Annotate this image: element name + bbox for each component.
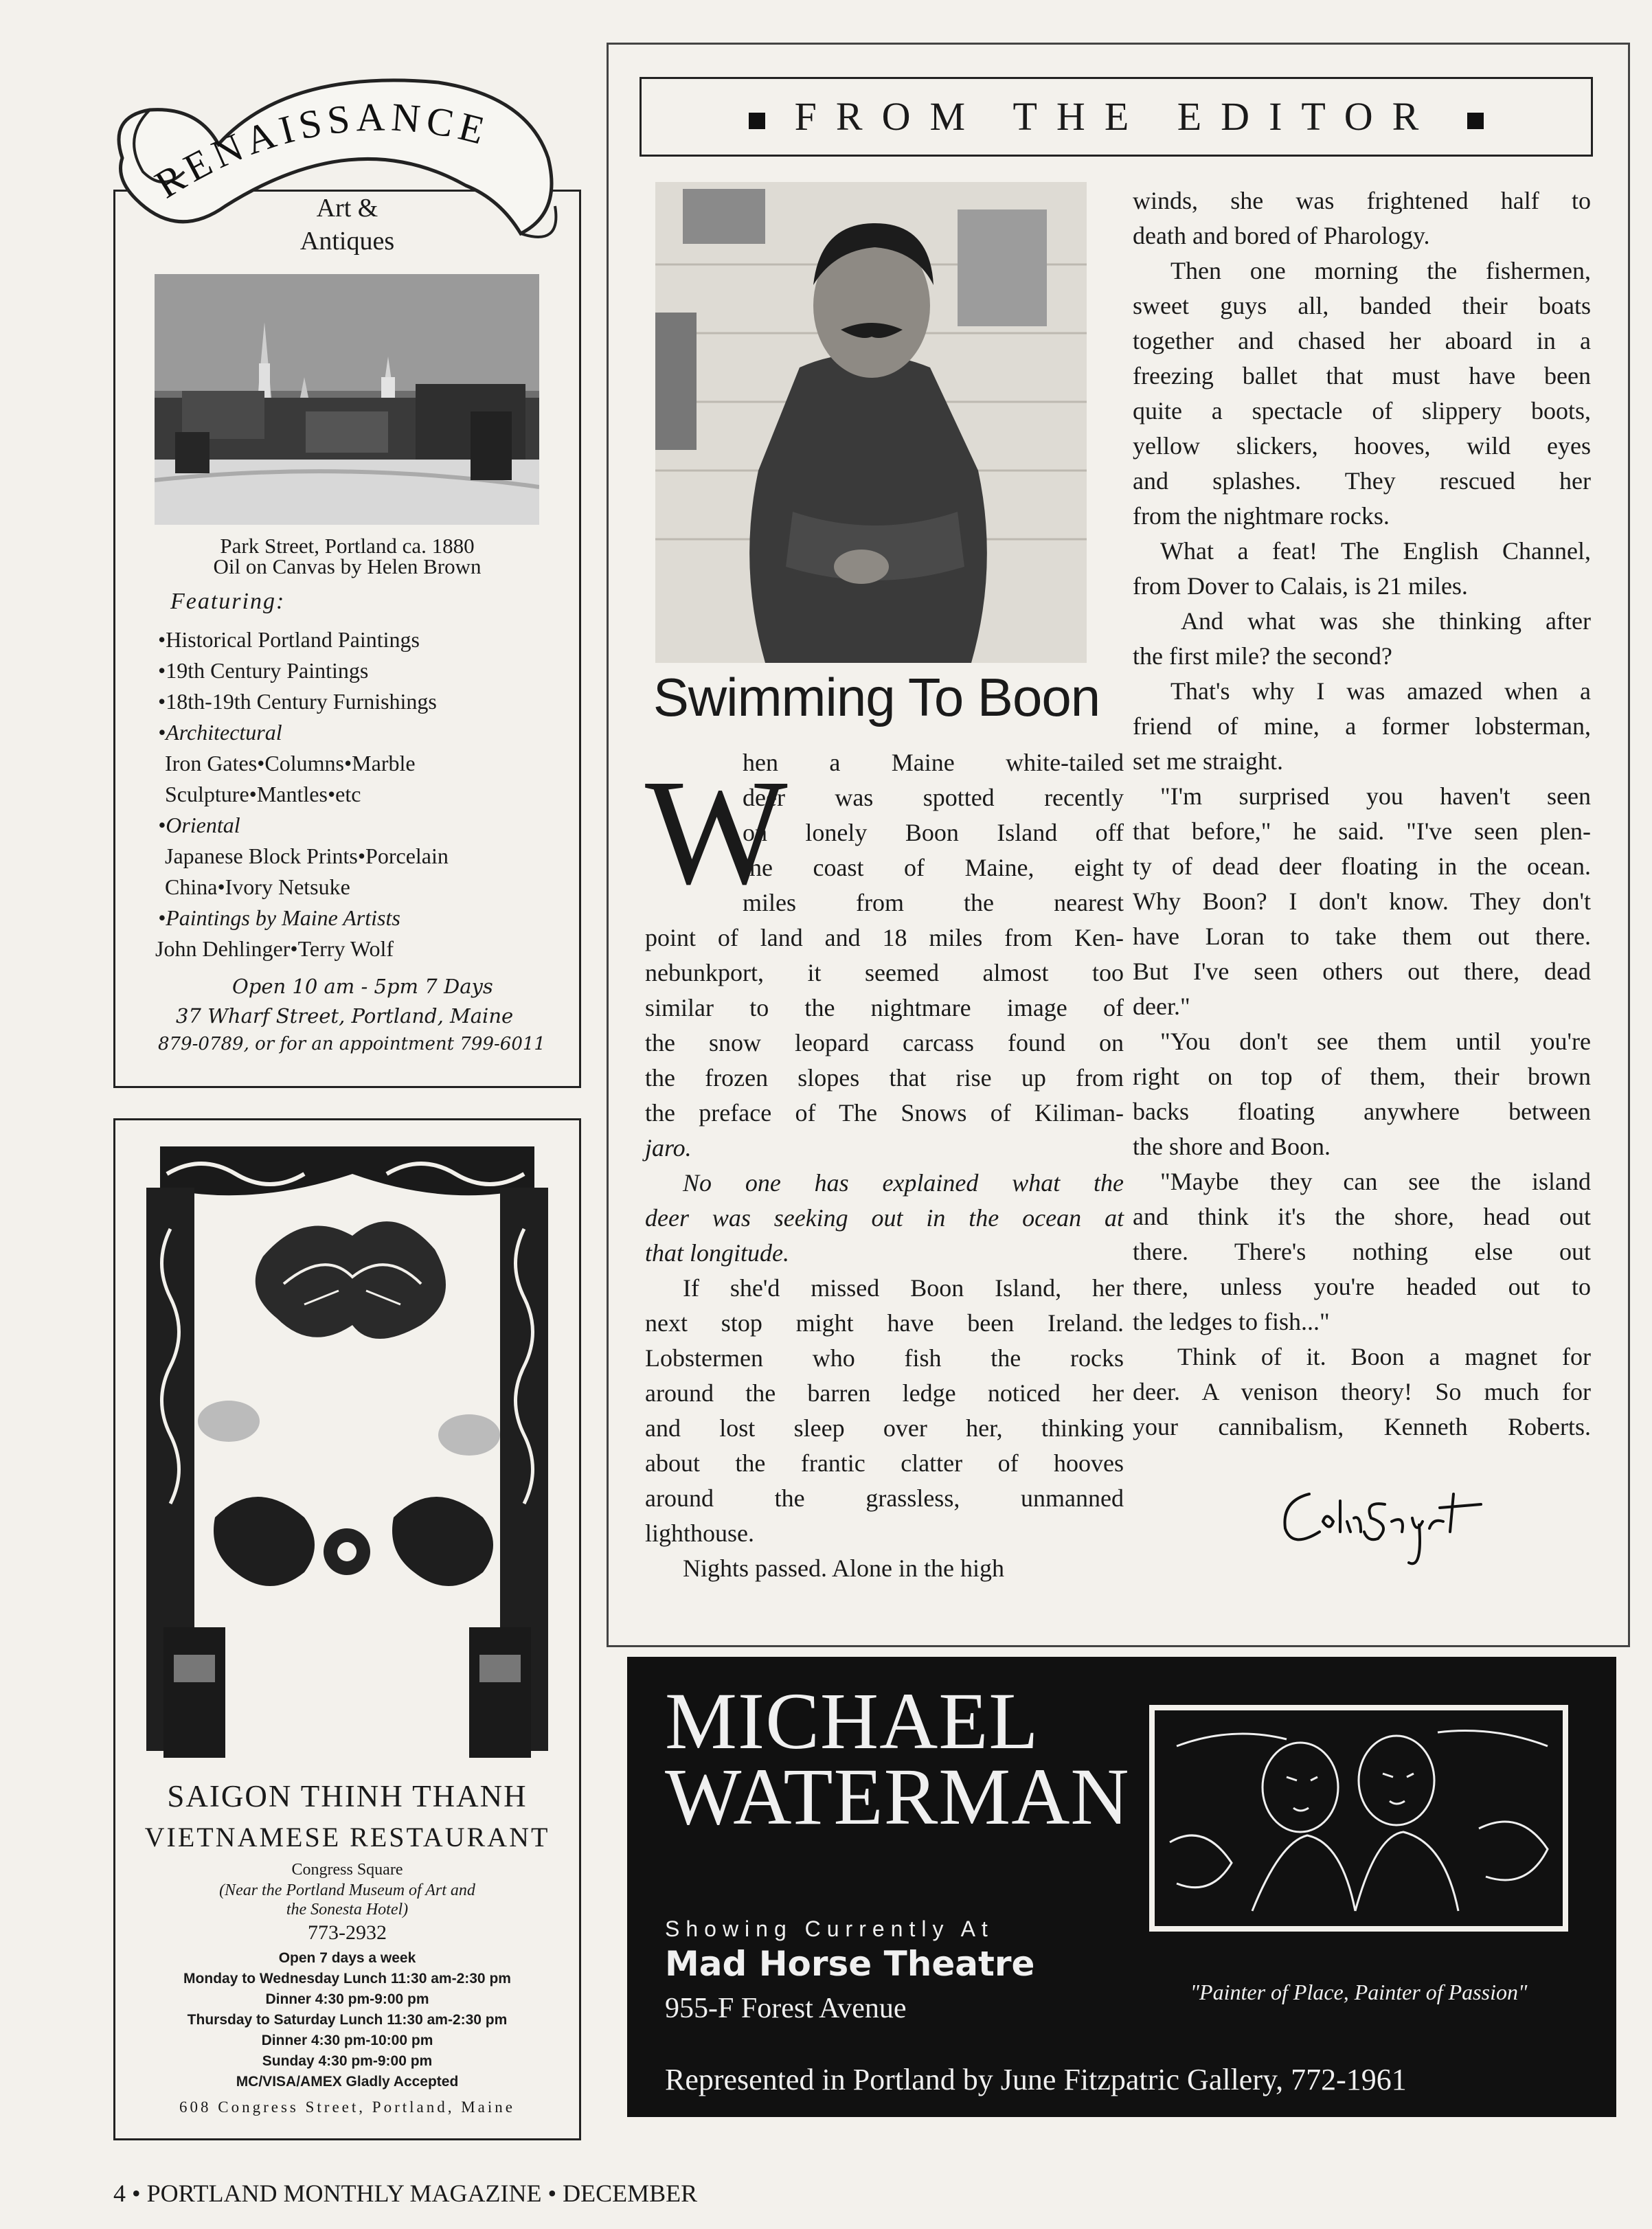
venue-address: 955-F Forest Avenue	[665, 1993, 907, 2024]
magazine-name: PORTLAND MONTHLY MAGAZINE	[146, 2180, 542, 2207]
text-line: that longitude.	[645, 1239, 789, 1267]
text-line: the frozen slopes that rise up from	[645, 1064, 1124, 1091]
waterman-painting-sketch	[1149, 1705, 1568, 1932]
dragon-phoenix-illustration	[146, 1146, 548, 1765]
text-line: deer was seeking out in the ocean at	[645, 1204, 1124, 1232]
text-line: point of land and 18 miles from Ken-	[645, 924, 1124, 951]
feature-item: •19th Century Paintings	[158, 658, 369, 683]
text-line: "I'm surprised you haven't seen	[1160, 782, 1591, 810]
featuring-label: Featuring:	[170, 589, 286, 614]
feature-item: •Historical Portland Paintings	[158, 627, 420, 652]
page-footer	[113, 2179, 697, 2208]
showing-label: Showing Currently At	[665, 1916, 994, 1941]
restaurant-location: Congress Square	[291, 1861, 403, 1879]
text-line: right on top of them, their brown	[1133, 1063, 1591, 1090]
michael-waterman-ad	[627, 1657, 1616, 2117]
text-line: yellow slickers, hooves, wild eyes	[1133, 432, 1591, 460]
hours-line: MC/VISA/AMEX Gladly Accepted	[236, 2074, 459, 2090]
feature-item: •Paintings by Maine Artists	[158, 905, 400, 930]
text-line: and think it's the shore, head out	[1133, 1203, 1591, 1230]
hours-line: Dinner 4:30 pm-9:00 pm	[265, 1991, 429, 2007]
text-line: Why Boon? I don't know. They don't	[1133, 887, 1591, 915]
footer-bullet: •	[547, 2180, 557, 2207]
text-line: If she'd missed Boon Island, her	[683, 1274, 1124, 1302]
feature-item: Japanese Block Prints•Porcelain	[165, 844, 449, 868]
article-column-1-indented	[743, 745, 1124, 920]
text-line: winds, she was frightened half to	[1133, 187, 1591, 214]
hours-line: Open 7 days a week	[278, 1950, 416, 1966]
gallery-representation: Represented in Portland by June Fitzpatric Gallery, 772-1961	[665, 2063, 1407, 2096]
text-line: about the frantic clatter of hooves	[645, 1449, 1124, 1477]
text-line: friend of mine, a former lobsterman,	[1133, 712, 1591, 740]
text-line: And what was she thinking after	[1181, 607, 1591, 635]
square-bullet-icon	[749, 113, 765, 129]
square-bullet-icon	[1467, 113, 1484, 129]
feature-item: •Architectural	[158, 720, 282, 745]
feature-item: John Dehlinger•Terry Wolf	[155, 936, 394, 961]
text-line: Nights passed. Alone in the high	[683, 1554, 1004, 1582]
feature-item: Iron Gates•Columns•Marble	[165, 751, 416, 776]
text-line: death and bored of Pharology.	[1133, 222, 1430, 249]
hours-line: Dinner 4:30 pm-10:00 pm	[261, 2033, 433, 2048]
text-line: around the grassless, unmanned	[645, 1484, 1124, 1512]
artist-name-line1: MICHAEL	[665, 1676, 1039, 1766]
text-line: quite a spectacle of slippery boots,	[1133, 397, 1591, 425]
feature-item: •Oriental	[158, 813, 240, 837]
text-line: on lonely Boon Island off	[743, 819, 1124, 846]
text-line: there, unless you're headed out to	[1133, 1273, 1591, 1300]
text-line: deer. A venison theory! So much for	[1133, 1378, 1591, 1405]
restaurant-name: SAIGON THINH THANH	[167, 1779, 528, 1813]
restaurant-phone: 773-2932	[308, 1921, 387, 1944]
article-title: Swimming To Boon	[653, 667, 1100, 727]
text-line: miles from the nearest	[743, 889, 1124, 916]
text-line: Lobstermen who fish the rocks	[645, 1344, 1124, 1372]
renaissance-banner	[81, 41, 562, 247]
text-line: there. There's nothing else out	[1133, 1238, 1591, 1265]
drop-cap: W	[645, 748, 788, 916]
footer-bullet: •	[132, 2180, 141, 2207]
text-line: lighthouse.	[645, 1519, 754, 1547]
text-line: next stop might have been Ireland.	[645, 1309, 1124, 1337]
text-line: "You don't see them until you're	[1160, 1028, 1591, 1055]
text-line: What a feat! The English Channel,	[1160, 537, 1591, 565]
restaurant-type: VIETNAMESE RESTAURANT	[144, 1822, 550, 1853]
feature-item: China•Ivory Netsuke	[165, 874, 350, 899]
text-line: No one has explained what the	[683, 1169, 1124, 1197]
text-line: Then one morning the fishermen,	[1170, 257, 1591, 284]
text-line: That's why I was amazed when a	[1170, 677, 1591, 705]
text-line: the snow leopard carcass found on	[645, 1029, 1124, 1056]
saigon-restaurant-ad	[113, 1118, 581, 2140]
feature-item: Sculpture•Mantles•etc	[165, 782, 361, 806]
ren-subtitle-line1: Art &	[316, 194, 378, 223]
text-line: and splashes. They rescued her	[1133, 467, 1591, 495]
text-line: jaro.	[645, 1134, 692, 1162]
text-line: similar to the nightmare image of	[645, 994, 1124, 1021]
text-line: deer was spotted recently	[743, 784, 1124, 811]
text-line: around the barren ledge noticed her	[645, 1379, 1124, 1407]
text-line: that before," he said. "I've seen plen-	[1133, 817, 1591, 845]
text-line: Think of it. Boon a magnet for	[1177, 1343, 1591, 1370]
editor-portrait-photo	[655, 182, 1087, 663]
page-number: 4	[113, 2180, 126, 2207]
editor-header	[640, 77, 1593, 157]
issue-month: DECEMBER	[563, 2180, 698, 2207]
painting-caption-line1: Park Street, Portland ca. 1880	[220, 534, 475, 558]
painting-caption-line2: Oil on Canvas by Helen Brown	[213, 554, 482, 578]
text-line: the first mile? the second?	[1133, 642, 1392, 670]
ren-phone: 879-0789, or for an appointment 799-6011	[158, 1034, 545, 1054]
restaurant-near-line1: (Near the Portland Museum of Art and	[219, 1881, 475, 1899]
renaissance-title: RENAISSANCE	[147, 94, 495, 207]
article-column-1	[645, 920, 1124, 1586]
editor-signature	[1275, 1473, 1502, 1576]
text-line: freezing ballet that must have been	[1133, 362, 1591, 389]
text-line: "Maybe they can see the island	[1160, 1168, 1591, 1195]
text-line: ty of dead deer floating in the ocean.	[1133, 852, 1591, 880]
text-line: deer."	[1133, 993, 1190, 1020]
ren-hours: Open 10 am - 5pm 7 Days	[232, 975, 493, 998]
from-the-editor-section	[607, 43, 1630, 1647]
text-line: the coast of Maine, eight	[743, 854, 1124, 881]
renaissance-ad	[113, 190, 581, 1088]
hours-line: Monday to Wednesday Lunch 11:30 am-2:30 pm	[183, 1971, 511, 1987]
text-line: the preface of The Snows of Kiliman-	[645, 1099, 1124, 1127]
ren-subtitle-line2: Antiques	[299, 227, 395, 256]
text-line: sweet guys all, banded their boats	[1133, 292, 1591, 319]
text-line: from the nightmare rocks.	[1133, 502, 1390, 530]
park-street-painting	[155, 274, 539, 525]
artist-name-line2: WATERMAN	[665, 1752, 1130, 1842]
text-line: But I've seen others out there, dead	[1133, 958, 1591, 985]
venue-name: Mad Horse Theatre	[665, 1944, 1035, 1984]
text-line: hen a Maine white-tailed	[743, 749, 1124, 776]
text-line: your cannibalism, Kenneth Roberts.	[1133, 1413, 1591, 1440]
restaurant-near-line2: the Sonesta Hotel)	[286, 1901, 409, 1919]
article-column-2	[1133, 183, 1591, 1445]
text-line: have Loran to take them out there.	[1133, 923, 1591, 950]
text-line: from Dover to Calais, is 21 miles.	[1133, 572, 1468, 600]
editor-header-title: FROM THE EDITOR	[794, 94, 1438, 139]
text-line: the shore and Boon.	[1133, 1133, 1331, 1160]
text-line: and lost sleep over her, thinking	[645, 1414, 1124, 1442]
artist-tagline: "Painter of Place, Painter of Passion"	[1190, 1980, 1528, 2004]
text-line: backs floating anywhere between	[1133, 1098, 1591, 1125]
ren-address: 37 Wharf Street, Portland, Maine	[176, 1004, 514, 1028]
text-line: nebunkport, it seemed almost too	[645, 959, 1124, 986]
text-line: the ledges to fish..."	[1133, 1308, 1330, 1335]
text-line: together and chased her aboard in a	[1133, 327, 1591, 354]
hours-line: Thursday to Saturday Lunch 11:30 am-2:30 pm	[187, 2012, 508, 2028]
restaurant-address: 608 Congress Street, Portland, Maine	[179, 2098, 515, 2116]
text-line: set me straight.	[1133, 747, 1283, 775]
feature-item: •18th-19th Century Furnishings	[158, 689, 437, 714]
hours-line: Sunday 4:30 pm-9:00 pm	[262, 2053, 433, 2069]
